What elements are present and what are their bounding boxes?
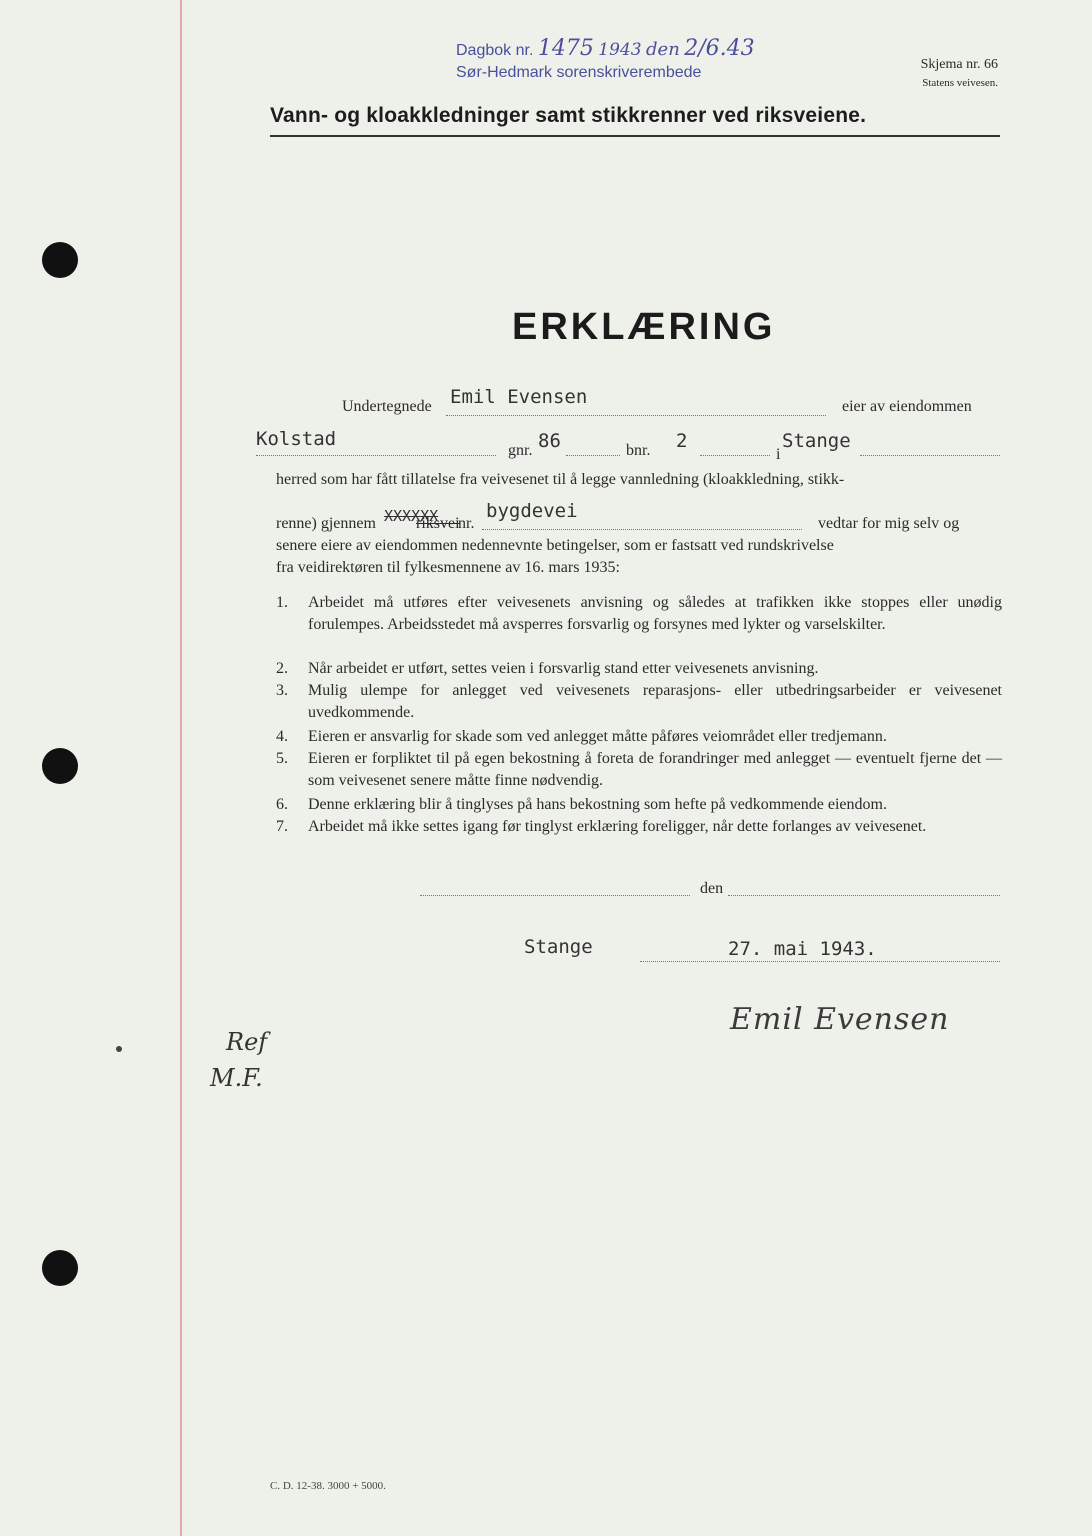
condition-item xyxy=(276,816,1002,838)
condition-text: Arbeidet må ikke settes igang før tinglyst erklæring foreligger, når dette forlanges av veivesenet. xyxy=(308,818,927,835)
condition-text: Når arbeidet er utført, settes veien i forsvarlig stand etter veivesenets anvisning. xyxy=(308,660,819,677)
property-name: Kolstad xyxy=(256,428,337,450)
declarant-name: Emil Evensen xyxy=(450,386,588,408)
court-stamp: Sør-Hedmark sorenskriverembede xyxy=(456,64,702,81)
dagbok-label: Dagbok nr. xyxy=(456,42,534,59)
print-footer: C. D. 12-38. 3000 + 5000. xyxy=(270,1480,386,1492)
i-label: i xyxy=(776,446,781,463)
dotted-line xyxy=(728,894,1000,896)
agency-name: Statens veivesen. xyxy=(922,77,998,89)
punch-hole xyxy=(42,748,78,784)
red-margin-line xyxy=(180,0,182,1536)
dotted-line xyxy=(446,414,826,416)
condition-number: 5. xyxy=(276,750,288,767)
condition-item xyxy=(276,794,1002,816)
document-heading: Vann- og kloakkledninger samt stikkrenner ved riksveiene. xyxy=(270,104,867,127)
form-number xyxy=(921,56,998,92)
initials-mf: M.F. xyxy=(210,1064,263,1092)
renne-label: renne) gjennem xyxy=(276,515,376,532)
dagbok-date: 2/6.43 xyxy=(684,36,755,61)
bnr-label: bnr. xyxy=(626,442,651,459)
signing-date: 27. mai 1943. xyxy=(728,938,877,960)
place: Stange xyxy=(524,936,593,958)
dotted-line xyxy=(566,454,620,456)
punch-hole xyxy=(42,242,78,278)
dotted-line xyxy=(420,894,690,896)
condition-item xyxy=(276,748,1002,792)
condition-number: 4. xyxy=(276,728,288,745)
dagbok-number: 1475 xyxy=(537,36,594,61)
form-text-line: herred som har fått tillatelse fra veivesenet til å legge vannledning (kloakkledning, stikk- xyxy=(276,471,845,488)
eier-label: eier av eiendommen xyxy=(842,398,972,415)
condition-number: 1. xyxy=(276,594,288,611)
vedtar-text: vedtar for mig selv og xyxy=(818,515,960,532)
dotted-line xyxy=(700,454,770,456)
condition-number: 2. xyxy=(276,660,288,677)
struck-text: XXXXXX xyxy=(384,507,439,525)
undertegnede-label: Undertegnede xyxy=(342,398,432,415)
ink-speck xyxy=(116,1046,122,1052)
condition-number: 6. xyxy=(276,796,288,813)
condition-text: Mulig ulempe for anlegget ved veivesenets reparasjons- eller utbedringsarbeider er veivesenet uvedkommende. xyxy=(308,682,1002,721)
initials-ref: Ref xyxy=(226,1028,268,1056)
form-text-line: fra veidirektøren til fylkesmennene av 16. mars 1935: xyxy=(276,559,620,576)
nr-label: nr. xyxy=(458,515,475,532)
bnr-value: 2 xyxy=(676,430,688,452)
condition-item xyxy=(276,726,1002,748)
condition-item xyxy=(276,592,1002,636)
gnr-value: 86 xyxy=(538,430,561,452)
form-number-line: Skjema nr. 66 xyxy=(920,57,998,72)
condition-text: Eieren er forpliktet til på egen bekostning å foreta de forandringer med anlegget — eventuelt fjerne det — som veivesenet senere måtte finne nødvendig. xyxy=(308,750,1002,789)
form-text-line: senere eiere av eiendommen nedennevnte betingelser, som er fastsatt ved rundskrivelse xyxy=(276,537,834,554)
condition-item xyxy=(276,658,1002,680)
condition-text: Denne erklæring blir å tinglyses på hans bekostning som hefte på vedkommende eiendom. xyxy=(308,796,887,813)
signature: Emil Evensen xyxy=(730,1002,950,1037)
road-type: bygdevei xyxy=(486,500,578,522)
condition-text: Arbeidet må utføres efter veivesenets anvisning og således at trafikken ikke stoppes eller unødig forulempes. Arbeidsstedet må avsperres forsvarlig og forsynes med lykter og varselskilter. xyxy=(308,594,1002,633)
condition-text: Eieren er ansvarlig for skade som ved anlegget måtte påføres veiområdet eller tredjemann. xyxy=(308,728,887,745)
heading-rule xyxy=(270,135,1000,137)
punch-hole xyxy=(42,1250,78,1286)
dotted-line xyxy=(860,454,1000,456)
gnr-label: gnr. xyxy=(508,442,533,459)
document-title: ERKLÆRING xyxy=(512,306,776,348)
dagbok-den: den xyxy=(646,39,680,60)
dotted-line xyxy=(482,528,802,530)
herred-value: Stange xyxy=(782,430,851,452)
dagbok-stamp xyxy=(456,36,755,61)
condition-number: 3. xyxy=(276,682,288,699)
struck-riksvei: riksvei xyxy=(416,515,460,532)
condition-item xyxy=(276,680,1002,724)
dotted-line xyxy=(640,960,1000,962)
dotted-line xyxy=(256,454,496,456)
condition-number: 7. xyxy=(276,818,288,835)
den-label: den xyxy=(700,880,724,897)
dagbok-year: 1943 xyxy=(598,40,642,60)
